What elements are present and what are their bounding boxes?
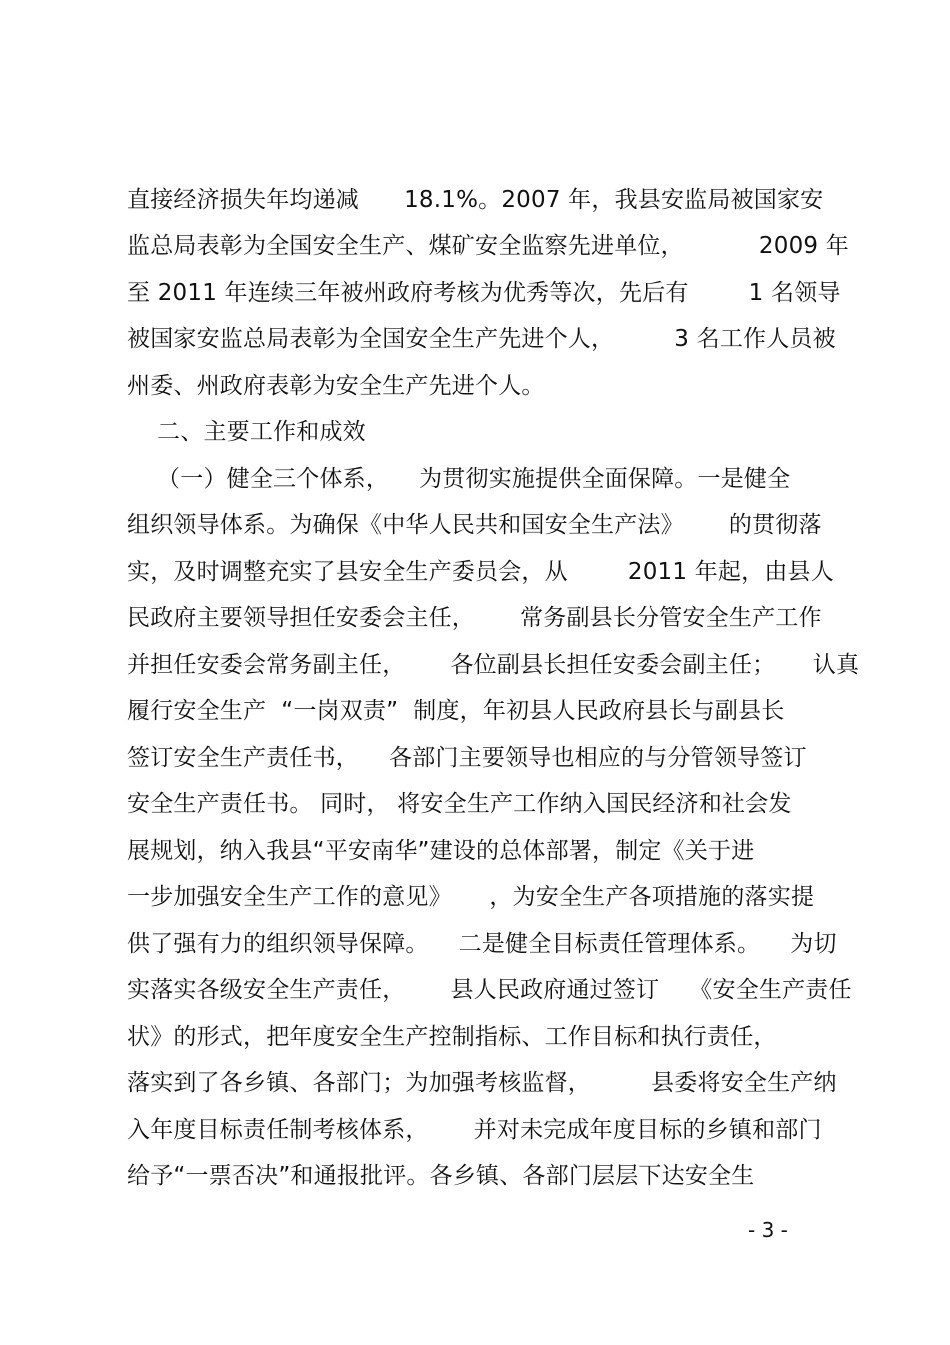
body-text-line: 给予“一票否决”和通报批评。各乡镇、各部门层层下达安全生 [127, 1163, 755, 1189]
body-text-line: 直接经济损失年均递减 18.1%。2007 年，我县安监局被国家安 [127, 187, 824, 213]
body-text-line: 展规划，纳入我县“平安南华”建设的总体部署，制定《关于进 [127, 838, 755, 864]
body-text-line: 并担任安委会常务副主任， 各位副县长担任安委会副主任； 认真 [127, 652, 860, 678]
body-text-line: 组织领导体系。为确保《中华人民共和国安全生产法》 的贯彻落 [127, 512, 822, 538]
body-text-line: 供了强有力的组织领导保障。 二是健全目标责任管理体系。 为切 [127, 931, 837, 957]
body-text-line: 安全生产责任书。 同时， 将安全生产工作纳入国民经济和社会发 [127, 791, 792, 817]
body-text-line: 状》的形式，把年度安全生产控制指标、工作目标和执行责任， [127, 1024, 777, 1050]
body-text-line: 履行安全生产 “一岗双责” 制度，年初县人民政府县长与副县长 [127, 698, 785, 724]
body-text-line: 落实到了各乡镇、各部门；为加强考核监督， 县委将安全生产纳 [127, 1070, 837, 1096]
body-text-line: 一步加强安全生产工作的意见》 ，为安全生产各项措施的落实提 [127, 884, 815, 910]
body-text-line: 监总局表彰为全国安全生产、煤矿安全监察先进单位， 2009 年 [127, 233, 849, 259]
body-text-line: 实落实各级安全生产责任， 县人民政府通过签订 《安全生产责任 [127, 977, 852, 1003]
body-text-line: 民政府主要领导担任安委会主任， 常务副县长分管安全生产工作 [127, 605, 822, 631]
section-heading: 二、主要工作和成效 [127, 419, 366, 445]
body-text-line: 实，及时调整充实了县安全生产委员会，从 2011 年起，由县人 [127, 559, 834, 585]
body-text-line: 签订安全生产责任书， 各部门主要领导也相应的与分管领导签订 [127, 745, 807, 771]
page-number: - 3 - [748, 1218, 788, 1242]
body-text-line: 入年度目标责任制考核体系， 并对未完成年度目标的乡镇和部门 [127, 1117, 822, 1143]
body-text-line: 至 2011 年连续三年被州政府考核为优秀等次，先后有 1 名领导 [127, 280, 841, 306]
body-text-line: 被国家安监总局表彰为全国安全生产先进个人， 3 名工作人员被 [127, 326, 836, 352]
body-text-line: 州委、州政府表彰为安全生产先进个人。 [127, 373, 545, 399]
subsection-heading-line: （一）健全三个体系， 为贯彻实施提供全面保障。一是健全 [127, 466, 791, 492]
